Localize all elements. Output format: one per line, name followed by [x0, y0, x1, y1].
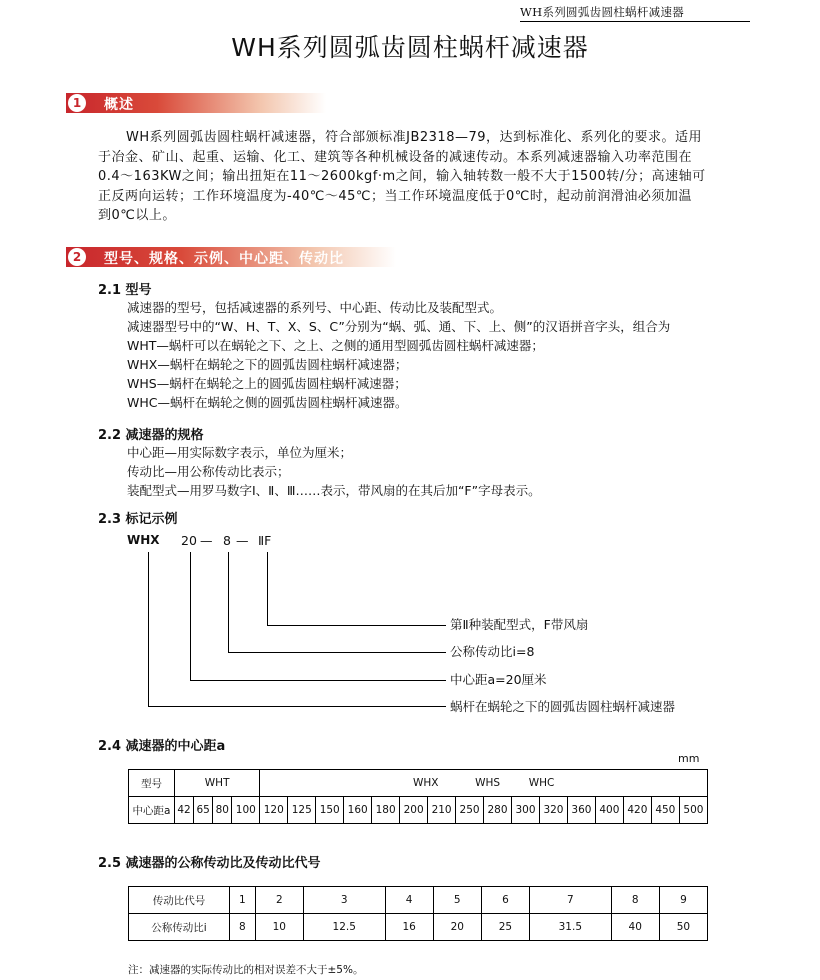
table-cell: 50 [659, 914, 707, 941]
overview-paragraph [98, 128, 778, 226]
center-distance-table [128, 769, 708, 824]
section-2-band [66, 247, 396, 267]
connector-line [228, 552, 229, 653]
table-cell: 150 [316, 797, 344, 824]
table-cell: 8 [611, 887, 659, 914]
table-cell: 2 [255, 887, 303, 914]
table-cell: 25 [481, 914, 529, 941]
table-cell: 420 [623, 797, 651, 824]
group-whc: WHC [528, 777, 555, 789]
table-cell: 4 [385, 887, 433, 914]
table-cell: 200 [400, 797, 428, 824]
subsection-2-3-heading: 2.3 标记示例 [98, 512, 178, 527]
spec-line: 装配型式—用罗马数字Ⅰ、Ⅱ、Ⅲ……表示，带风扇的在其后加“F”字母表示。 [127, 483, 541, 498]
table-cell: 16 [385, 914, 433, 941]
table-row [129, 887, 708, 914]
table-cell: 360 [567, 797, 595, 824]
model-line: WHX—蜗杆在蜗轮之下的圆弧齿圆柱蜗杆减速器； [127, 357, 408, 372]
example-code-assembly: ⅡF [258, 533, 272, 548]
group-whs: WHS [475, 777, 501, 789]
label-ratio: 公称传动比i=8 [450, 644, 535, 659]
label-assembly: 第Ⅱ种装配型式，F带风扇 [450, 617, 589, 632]
connector-line [228, 652, 446, 653]
table-cell: 12.5 [303, 914, 385, 941]
table-cell: 8 [230, 914, 256, 941]
table-cell: 65 [194, 797, 213, 824]
example-code-center: 20 [181, 533, 197, 548]
table-cell: 120 [260, 797, 288, 824]
example-code-model: WHX [127, 533, 160, 547]
group-whx: WHX [412, 777, 439, 789]
example-code-dash: — [236, 533, 249, 548]
table-cell: 1 [230, 887, 256, 914]
table-header-cell: 中心距a [129, 797, 175, 824]
table-cell: 10 [255, 914, 303, 941]
table-cell: 250 [456, 797, 484, 824]
section-2-number: 2 [68, 248, 86, 266]
overview-line: 0.4～163KW之间；输出扭矩在11～2600kgf·m之间，输入轴转数一般不大于1500转/分；高速轴可 [98, 169, 706, 184]
connector-line [148, 706, 446, 707]
subsection-2-2-heading: 2.2 减速器的规格 [98, 428, 204, 443]
section-2-heading: 型号、规格、示例、中心距、传动比 [104, 251, 344, 267]
running-header: WH系列圆弧齿圆柱蜗杆减速器 [520, 4, 750, 22]
connector-line [267, 625, 446, 626]
page-title: WH系列圆弧齿圆柱蜗杆减速器 [231, 33, 589, 62]
table-cell: 6 [481, 887, 529, 914]
unit-label: mm [678, 752, 700, 765]
model-description [127, 298, 777, 412]
table-row [129, 914, 708, 941]
table-cell: 400 [595, 797, 623, 824]
overview-line: 正反两向运转；工作环境温度为-40℃～45℃；当工作环境温度低于0℃时，起动前润滑油必须加温 [98, 188, 692, 204]
table-cell: 40 [611, 914, 659, 941]
subsection-2-4-heading: 2.4 减速器的中心距a [98, 739, 226, 754]
table-cell: 5 [433, 887, 481, 914]
table-cell: 20 [433, 914, 481, 941]
table-header-cell: 公称传动比i [129, 914, 230, 941]
group-whx-whs-whc-cell [260, 770, 708, 797]
table-header-cell: 传动比代号 [129, 887, 230, 914]
table-row [129, 797, 708, 824]
table-cell: 3 [303, 887, 385, 914]
connector-line [190, 680, 446, 681]
example-code-ratio: 8 [223, 533, 231, 548]
model-line: 减速器型号中的“W、H、T、X、S、C”分别为“蜗、弧、通、下、上、侧”的汉语拼音字头，组合为 [127, 319, 671, 334]
connector-line [267, 552, 268, 626]
section-1-band [66, 93, 326, 113]
table-cell: 300 [512, 797, 540, 824]
ratio-table [128, 886, 708, 941]
model-line: WHC—蜗杆在蜗轮之侧的圆弧齿圆柱蜗杆减速器。 [127, 395, 408, 410]
section-1-heading: 概述 [104, 97, 134, 113]
table-cell: 160 [344, 797, 372, 824]
spec-line: 中心距—用实际数字表示，单位为厘米； [127, 445, 353, 460]
table-cell: 31.5 [529, 914, 611, 941]
table-cell: 500 [679, 797, 707, 824]
table-cell: 42 [175, 797, 194, 824]
example-code-dash: — [200, 533, 213, 548]
label-center: 中心距a=20厘米 [450, 672, 547, 687]
table-cell: 125 [288, 797, 316, 824]
connector-line [148, 552, 149, 707]
overview-line: 到0℃以上。 [98, 208, 176, 223]
table-cell: 210 [428, 797, 456, 824]
table-cell: 280 [484, 797, 512, 824]
table-cell: 7 [529, 887, 611, 914]
overview-line: 于冶金、矿山、起重、运输、化工、建筑等各种机械设备的减速传动。本系列减速器输入功率范围在 [98, 149, 693, 165]
spec-line: 传动比—用公称传动比表示； [127, 464, 290, 479]
spec-description [127, 443, 777, 500]
table-cell: 9 [659, 887, 707, 914]
model-line: WHT—蜗杆可以在蜗轮之下、之上、之侧的通用型圆弧齿圆柱蜗杆减速器； [127, 338, 544, 353]
table-header-cell: 型号 [129, 770, 175, 797]
table-cell: 450 [651, 797, 679, 824]
section-1-number: 1 [68, 94, 86, 112]
table-cell: 100 [232, 797, 260, 824]
table-cell: 320 [539, 797, 567, 824]
model-line: 减速器的型号，包括减速器的系列号、中心距、传动比及装配型式。 [127, 300, 503, 315]
subsection-2-1-heading: 2.1 型号 [98, 283, 152, 298]
label-model: 蜗杆在蜗轮之下的圆弧齿圆柱蜗杆减速器 [450, 699, 676, 714]
group-wht-cell: WHT [175, 770, 260, 797]
connector-line [190, 552, 191, 681]
model-line: WHS—蜗杆在蜗轮之上的圆弧齿圆柱蜗杆减速器； [127, 376, 407, 391]
table-note: 注：减速器的实际传动比的相对误差不大于±5%。 [128, 964, 364, 976]
table-cell: 80 [213, 797, 232, 824]
table-row [129, 770, 708, 797]
subsection-2-5-heading: 2.5 减速器的公称传动比及传动比代号 [98, 856, 321, 871]
overview-line: WH系列圆弧齿圆柱蜗杆减速器，符合部颁标准JB2318—79，达到标准化、系列化的要求。适用 [126, 130, 703, 145]
table-cell: 180 [372, 797, 400, 824]
